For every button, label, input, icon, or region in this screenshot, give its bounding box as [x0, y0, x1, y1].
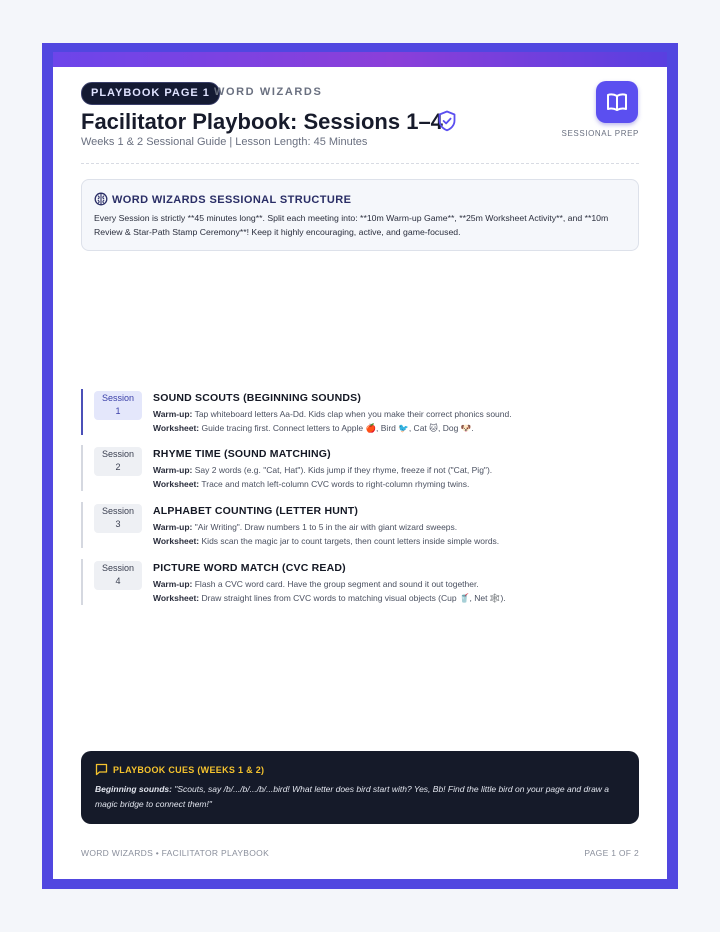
app-badge — [596, 81, 638, 123]
session-item-2 — [81, 445, 639, 491]
session-badge-number: 4 — [115, 576, 121, 586]
cues-heading — [95, 763, 264, 776]
session-badge-number: 3 — [115, 519, 121, 529]
worksheet-label: Worksheet: — [153, 536, 200, 546]
worksheet-text: Trace and match left-column CVC words to right-column rhyming twins. — [201, 479, 470, 489]
shield-check-icon — [437, 110, 457, 132]
session-accent-bar — [81, 445, 83, 491]
session-title: PICTURE WORD MATCH (CVC READ) — [153, 562, 346, 574]
warmup-text: Flash a CVC word card. Have the group segment and sound it out together. — [194, 579, 479, 589]
session-title: ALPHABET COUNTING (LETTER HUNT) — [153, 505, 359, 517]
cues-body-label: Beginning sounds: — [95, 784, 172, 794]
session-warmup — [153, 579, 479, 589]
cues-body — [95, 782, 623, 812]
worksheet-label: Worksheet: — [153, 479, 200, 489]
footer-brand: WORD WIZARDS • FACILITATOR PLAYBOOK — [81, 848, 270, 858]
page-frame — [42, 43, 678, 889]
cues-body-text: "Scouts, say /b/.../b/.../b/...bird! What letter does bird start with? Yes, Bb! Find the little bird on your page and draw a magic bridge to connect them!" — [95, 784, 610, 809]
session-badge — [94, 391, 142, 420]
page-pill: PLAYBOOK PAGE 1 — [81, 82, 220, 105]
session-warmup — [153, 465, 492, 475]
session-badge-number: 1 — [115, 406, 121, 416]
session-badge — [94, 561, 142, 590]
header-divider — [81, 163, 639, 164]
session-item-1 — [81, 389, 639, 435]
session-worksheet — [153, 536, 499, 546]
worksheet-label: Worksheet: — [153, 423, 200, 433]
chat-bubble-icon — [95, 763, 108, 776]
footer-page-number: PAGE 1 OF 2 — [584, 848, 639, 858]
session-warmup — [153, 522, 457, 532]
playbook-page — [53, 52, 667, 879]
session-accent-bar — [81, 389, 83, 435]
open-book-icon — [606, 91, 628, 113]
session-badge-label: Session — [101, 449, 135, 459]
page-subtitle: Weeks 1 & 2 Sessional Guide | Lesson Length: 45 Minutes — [81, 136, 368, 148]
gradient-top-bar — [53, 52, 667, 67]
session-item-3 — [81, 502, 639, 548]
cues-heading-text: PLAYBOOK CUES (WEEKS 1 & 2) — [113, 765, 265, 775]
session-badge-label: Session — [101, 506, 135, 516]
worksheet-label: Worksheet: — [153, 593, 200, 603]
playbook-cues-panel — [81, 751, 639, 824]
worksheet-text: Kids scan the magic jar to count targets, then count letters inside simple words. — [201, 536, 500, 546]
structure-heading — [94, 192, 351, 206]
session-badge — [94, 504, 142, 533]
worksheet-text: Guide tracing first. Connect letters to Apple 🍎, Bird 🐦, Cat 🐱, Dog 🐶. — [201, 423, 474, 433]
structure-panel — [81, 179, 639, 251]
session-worksheet — [153, 423, 474, 434]
session-accent-bar — [81, 502, 83, 548]
page-title: Facilitator Playbook: Sessions 1–4 — [81, 109, 443, 134]
session-item-4 — [81, 559, 639, 605]
sessional-prep-label: SESSIONAL PREP — [561, 129, 639, 138]
session-title: RHYME TIME (SOUND MATCHING) — [153, 448, 331, 460]
structure-body: Every Session is strictly **45 minutes long**. Split each meeting into: **10m Warm-up Game**, **25m Worksheet Activity**, and **10m Review & Star-Path Stamp Ceremony**! Keep it highly encouraging, active, and game-focused. — [94, 213, 609, 237]
session-worksheet — [153, 479, 469, 489]
warmup-text: Tap whiteboard letters Aa-Dd. Kids clap when you make their correct phonics sound. — [194, 409, 512, 419]
session-warmup — [153, 409, 512, 419]
session-worksheet — [153, 593, 506, 604]
session-badge-number: 2 — [115, 462, 121, 472]
worksheet-text: Draw straight lines from CVC words to matching visual objects (Cup 🥤, Net 🕸️). — [201, 593, 506, 603]
session-badge-label: Session — [101, 393, 135, 403]
structure-heading-text: WORD WIZARDS SESSIONAL STRUCTURE — [112, 194, 352, 206]
brain-icon — [94, 192, 108, 206]
session-accent-bar — [81, 559, 83, 605]
warmup-text: "Air Writing". Draw numbers 1 to 5 in the air with giant wizard sweeps. — [194, 522, 458, 532]
session-badge — [94, 447, 142, 476]
session-title: SOUND SCOUTS (BEGINNING SOUNDS) — [153, 392, 362, 404]
warmup-label: Warm-up: — [153, 579, 193, 589]
brand-label: WORD WIZARDS — [214, 86, 323, 98]
session-badge-label: Session — [101, 563, 135, 573]
warmup-label: Warm-up: — [153, 465, 193, 475]
warmup-text: Say 2 words (e.g. "Cat, Hat"). Kids jump if they rhyme, freeze if not ("Cat, Pig"). — [194, 465, 493, 475]
warmup-label: Warm-up: — [153, 409, 193, 419]
warmup-label: Warm-up: — [153, 522, 193, 532]
